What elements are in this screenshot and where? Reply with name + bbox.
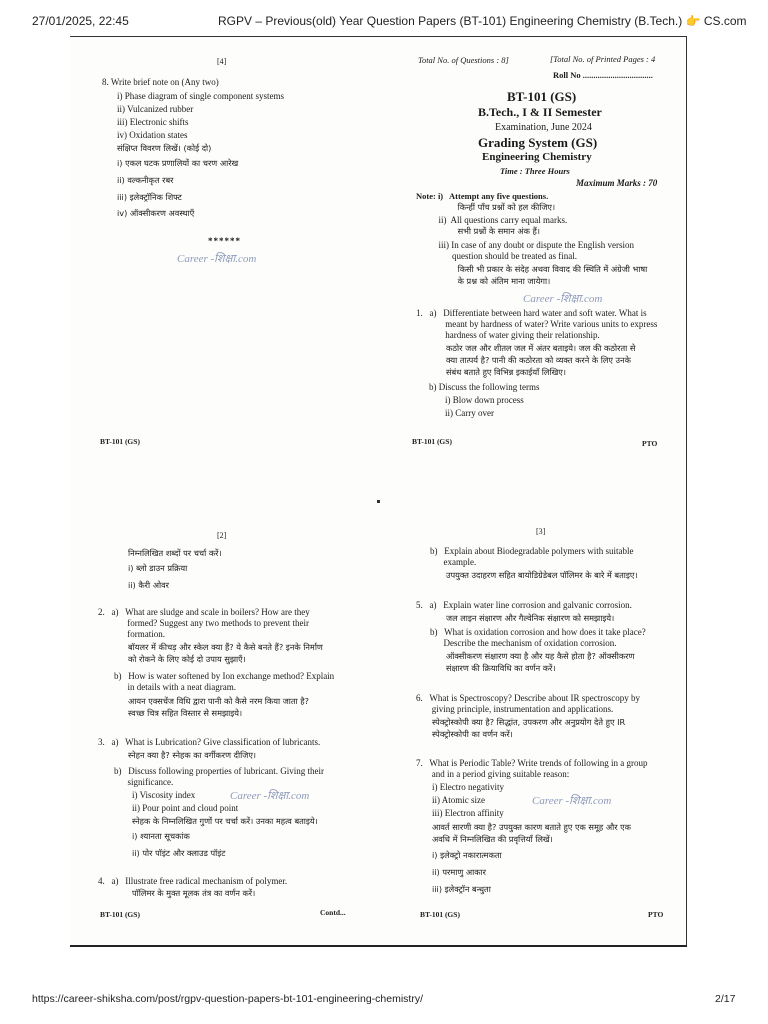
p1-grading-system: Grading System (GS)	[478, 135, 598, 150]
p1-q1a: hardness of water giving their relationship.	[416, 330, 600, 340]
p3-q7-hindi-item: ii) परमाणु आकार	[432, 867, 487, 877]
p3-q6: giving principle, instrumentation and applications.	[416, 704, 614, 714]
p2-q2b: in details with a neat diagram.	[114, 682, 236, 692]
p3-q7-hindi: आवर्त सारणी क्या है? उपयुक्त कारण बताते हुए एक समूह और एक	[432, 822, 631, 832]
p1-total-pages: [Total No. of Printed Pages : 4	[550, 54, 656, 64]
p3-q6-hindi: स्पेक्ट्रोस्कोपी क्या है? सिद्धांत, उपकरण और अनुप्रयोग देते हुए IR	[432, 717, 626, 727]
p1-note: Note: i) Attempt any five questions.	[416, 191, 549, 201]
p4-hindi-item: iii) इलेक्ट्रॉनिक शिफ्ट	[117, 192, 182, 202]
p4-stars: ******	[208, 236, 241, 246]
p3-q7-hindi-item: iii) इलेक्ट्रॉन बन्धुता	[432, 884, 491, 894]
print-url: https://career-shiksha.com/post/rgpv-question-papers-bt-101-engineering-chemistry/	[32, 993, 424, 1005]
p1-note: सभी प्रश्नों के समान अंक हैं।	[416, 226, 541, 236]
p1-q1a-hindi: संबंध बताते हुए विभिन्न इकाईयाँ लिखिए।	[446, 367, 566, 377]
p3-q5a: 5. a) Explain water line corrosion and galvanic corrosion.	[416, 600, 632, 610]
p1-note: के प्रश्न को अंतिम माना जायेगा।	[416, 276, 551, 286]
p1-q1a-hindi: कठोर जल और शीतल जल में अंतर बताइये। जल की कठोरता से	[446, 343, 636, 353]
p3-q4b-hindi: उपयुक्त उदाहरण सहित बायोडिग्रेडेबल पॉलिमर के बारे में बताइए।	[446, 570, 638, 580]
p1-note: question should be treated as final.	[416, 251, 577, 261]
watermark: Career -शिक्षा.com	[177, 253, 257, 265]
p2-q2b: b) How is water softened by Ion exchange method? Explain	[114, 671, 335, 681]
p3-q7: and in a period giving suitable reason:	[416, 769, 570, 779]
print-datetime: 27/01/2025, 22:45	[32, 14, 129, 28]
p2-intro-item: i) ब्लो डाउन प्रक्रिया	[128, 563, 188, 573]
p2-q3b-item: i) Viscosity index	[132, 790, 196, 800]
page4-number: [4]	[217, 57, 227, 66]
p2-footer-code: BT-101 (GS)	[100, 910, 140, 919]
p4-hindi-item: iv) ऑक्सीकरण अवस्थाएँ	[117, 208, 195, 218]
p2-q3b-hindi-item: ii) पोर पॉइंट और क्लाउड पॉइंट	[132, 848, 226, 858]
p1-note: iii) In case of any doubt or dispute the English version	[416, 240, 634, 250]
p3-q5b-hindi: ऑक्सीकरण संक्षारण क्या है और यह कैसे होता है? ऑक्सीकरण	[446, 651, 635, 661]
p2-q2a: formation.	[98, 629, 165, 639]
p1-note: किसी भी प्रकार के संदेह अथवा विवाद की स्थिति में अंग्रेजी भाषा	[416, 264, 648, 274]
p1-q1a: meant by hardness of water? Write various units to express	[416, 319, 658, 329]
page2-number: [2]	[217, 531, 227, 540]
p1-time: Time : Three Hours	[500, 166, 570, 176]
p3-q7-item: i) Electro negativity	[432, 782, 504, 792]
p4-hindi-title: संक्षिप्त विवरण लिखें। (कोई दो)	[117, 143, 212, 153]
p2-q3b: b) Discuss following properties of lubricant. Giving their	[114, 766, 324, 776]
p3-q7-item: ii) Atomic size	[432, 795, 485, 805]
scanned-sheet	[70, 36, 687, 947]
watermark: Career -शिक्षा.com	[523, 293, 603, 305]
p1-q1b-item: ii) Carry over	[445, 408, 494, 418]
p3-pto: PTO	[648, 910, 664, 919]
p4-footer-code: BT-101 (GS)	[100, 437, 140, 446]
p1-subject: Engineering Chemistry	[482, 151, 592, 163]
p3-q6-hindi: स्पेक्ट्रोस्कोपी का वर्णन करें।	[432, 729, 513, 739]
p1-q1a-hindi: क्या तात्पर्य है? पानी की कठोरता को व्यक्त करने के लिए उनके	[446, 355, 631, 365]
p2-q2b-hindi: स्वच्छ चित्र सहित विस्तार से समझाइये।	[128, 708, 243, 718]
watermark: Career -शिक्षा.com	[532, 795, 612, 807]
p2-intro-hindi: निम्नलिखित शब्दों पर चर्चा करें।	[128, 548, 222, 558]
p3-q4b: b) Explain about Biodegradable polymers with suitable	[430, 546, 634, 556]
p2-q2a-hindi: को रोकने के लिए कोई दो उपाय सुझाएँ।	[128, 654, 246, 664]
p3-q7-item: iii) Electron affinity	[432, 808, 504, 818]
p3-footer-code: BT-101 (GS)	[420, 910, 460, 919]
p1-max-marks: Maximum Marks : 70	[576, 178, 658, 188]
p2-q4a: 4. a) Illustrate free radical mechanism of polymer.	[98, 876, 288, 886]
p1-footer-code: BT-101 (GS)	[412, 437, 452, 446]
p1-paper-code: BT-101 (GS)	[507, 89, 577, 104]
p2-q3b-item: ii) Pour point and cloud point	[132, 803, 239, 813]
p1-note: किन्हीं पाँच प्रश्नों को हल कीजिए।	[416, 202, 556, 212]
p1-course: B.Tech., I & II Semester	[478, 105, 602, 119]
p2-q3b-hindi: स्नेहक के निम्नलिखित गुणों पर चर्चा करें। उनका महत्व बताइये।	[132, 816, 318, 826]
p4-hindi-item: ii) वल्कनीकृत रबर	[117, 175, 174, 185]
p4-question-8: 8. Write brief note on (Any two)	[102, 77, 219, 87]
p2-q3b: significance.	[114, 777, 174, 787]
print-page-count: 2/17	[715, 993, 736, 1005]
p1-note: ii) All questions carry equal marks.	[416, 215, 568, 225]
p3-q5b: b) What is oxidation corrosion and how does it take place?	[430, 627, 646, 637]
p2-q2a: 2. a) What are sludge and scale in boilers? How are they	[98, 607, 310, 617]
p3-q7-hindi: अवधि में निम्नलिखित की प्रवृत्तियाँ लिखें।	[432, 834, 553, 844]
p3-q7-hindi-item: i) इलेक्ट्रो नकारात्मकता	[432, 850, 502, 860]
p1-total-questions: Total No. of Questions : 8]	[418, 55, 509, 65]
p4-item: iii) Electronic shifts	[117, 117, 189, 127]
p1-q1b-item: i) Blow down process	[445, 395, 524, 405]
p3-q6: 6. What is Spectroscopy? Describe about IR spectroscopy by	[416, 693, 641, 703]
p3-q5b: Describe the mechanism of oxidation corrosion.	[430, 638, 617, 648]
p1-exam: Examination, June 2024	[495, 122, 592, 133]
scan-speck	[377, 500, 380, 503]
p2-q4a-hindi: पॉलिमर के मुक्त मूलक तंत्र का वर्णन करें।	[132, 888, 256, 898]
p3-q4b: example.	[430, 557, 477, 567]
p2-q3a: 3. a) What is Lubrication? Give classification of lubricants.	[98, 737, 321, 747]
p2-q3b-hindi-item: i) श्यानता सूचकांक	[132, 831, 190, 841]
p2-contd: Contd...	[320, 908, 346, 917]
p4-item: iv) Oxidation states	[117, 130, 188, 140]
p3-q5a-hindi: जल लाइन संक्षारण और गैल्वेनिक संक्षारण को समझाइये।	[446, 613, 615, 623]
print-page-title: RGPV – Previous(old) Year Question Papers (BT-101) Engineering Chemistry (B.Tech.) 👉 CS.com	[218, 14, 747, 28]
watermark: Career -शिक्षा.com	[230, 790, 310, 802]
p1-q1a: 1. a) Differentiate between hard water and soft water. What is	[416, 308, 647, 318]
p2-q2b-hindi: आयन एक्सचेंज विधि द्वारा पानी को कैसे नरम किया जाता है?	[128, 696, 309, 706]
p2-intro-item: ii) कैरी ओवर	[128, 580, 169, 590]
p2-q2a-hindi: बॉयलर में कीचड़ और स्केल क्या हैं? ये कैसे बनते हैं? इनके निर्माण	[128, 642, 323, 652]
p1-pto: PTO	[642, 439, 658, 448]
p3-q7: 7. What is Periodic Table? Write trends of following in a group	[416, 758, 648, 768]
p1-roll-no: Roll No .................................	[553, 70, 653, 80]
p4-hindi-item: i) एकल घटक प्रणालियों का चरण आरेख	[117, 158, 239, 168]
p1-q1b: b) Discuss the following terms	[429, 382, 540, 392]
p2-q2a: formed? Suggest any two methods to prevent their	[98, 618, 309, 628]
p3-q5b-hindi: संक्षारण की क्रियाविधि का वर्णन करें।	[446, 663, 556, 673]
p4-item: i) Phase diagram of single component systems	[117, 91, 284, 101]
p4-item: ii) Vulcanized rubber	[117, 104, 194, 114]
page3-number: [3]	[536, 527, 546, 536]
p2-q3a-hindi: स्नेहन क्या है? स्नेहक का वर्गीकरण दीजिए।	[128, 750, 256, 760]
